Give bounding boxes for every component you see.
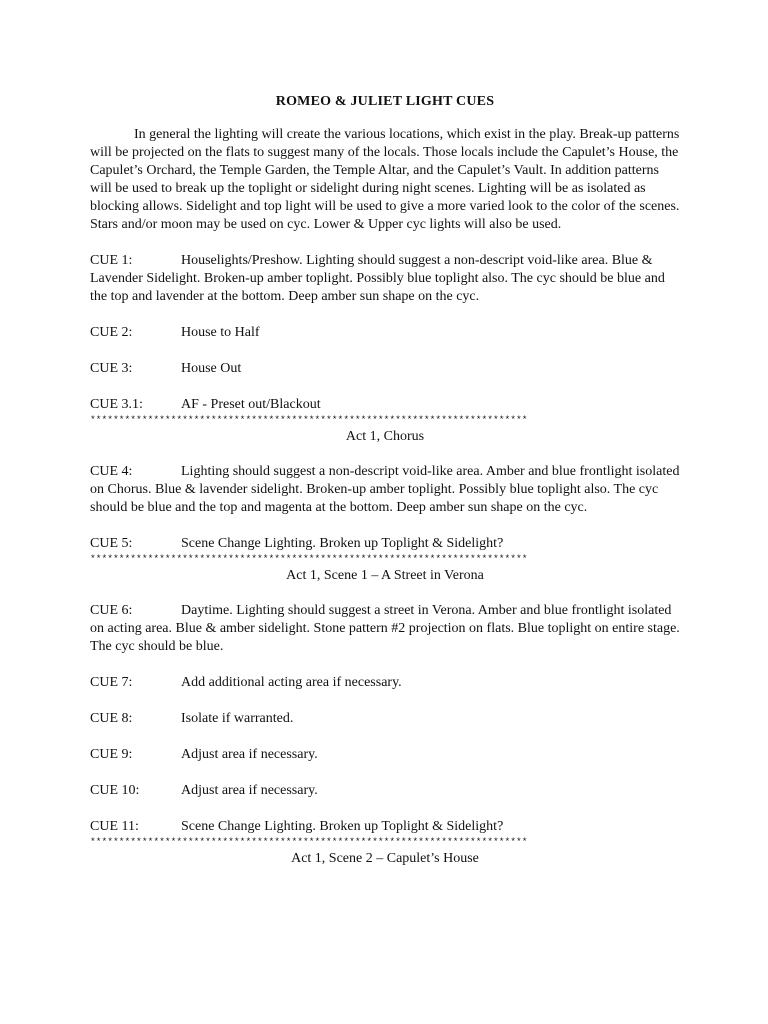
cue-4 [90, 463, 680, 517]
separator-line: **************************************************************************** [90, 414, 528, 425]
cue-text: Isolate if warranted. [181, 711, 294, 726]
cue-9 [90, 746, 680, 764]
cue-label: CUE 11: [90, 819, 139, 834]
cue-2 [90, 324, 680, 342]
cue-label: CUE 10: [90, 783, 140, 798]
intro-paragraph: In general the lighting will create the various locations, which exist in the play. Break-up patterns will be projected on the flats to suggest many of the locals. Those locals include the Capulet’s House, the Capulet’s Orchard, the Temple Garden, the Temple Altar, and the Capulet’s Vault. In addition patterns will be used to break up the toplight or sidelight during night scenes. Lighting will be as isolated as blocking allows. Sidelight and top light will be used to give a more varied look to the color of the scenes. Stars and/or moon may be used on cyc. Lower & Upper cyc lights will also be used. [90, 127, 680, 232]
cue-text: Scene Change Lighting. Broken up Toplight & Sidelight? [181, 536, 504, 551]
cue-text: Scene Change Lighting. Broken up Toplight & Sidelight? [181, 819, 504, 834]
scene-heading: Act 1, Scene 1 – A Street in Verona [286, 568, 484, 583]
scene-heading: Act 1, Scene 2 – Capulet’s House [291, 851, 479, 866]
cue-label: CUE 5: [90, 536, 133, 551]
cue-7 [90, 674, 680, 692]
cue-text: Lighting should suggest a non-descript void-like area. Amber and blue frontlight isolated on Chorus. Blue & lavender sidelight. Broken-up amber toplight. Possibly blue toplight also. The cyc should be blue and the top and magenta at the bottom. Deep amber sun shape on the cyc. [90, 464, 680, 515]
cue-8 [90, 710, 680, 728]
scene-heading: Act 1, Chorus [345, 429, 425, 444]
cue-label: CUE 6: [90, 603, 133, 618]
cue-label: CUE 9: [90, 747, 133, 762]
separator-line: **************************************************************************** [90, 836, 528, 847]
cue-label: CUE 8: [90, 711, 133, 726]
cue-1 [90, 252, 680, 306]
document-page [90, 93, 680, 885]
document-title: ROMEO & JULIET LIGHT CUES [275, 94, 495, 109]
cue-5 [90, 535, 680, 553]
cue-label: CUE 7: [90, 675, 133, 690]
cue-text: House Out [181, 361, 242, 376]
cue-text: Adjust area if necessary. [181, 783, 318, 798]
cue-6 [90, 602, 680, 656]
cue-3-1 [90, 396, 680, 414]
cue-label: CUE 1: [90, 253, 133, 268]
cue-label: CUE 3.1: [90, 397, 143, 412]
cue-text: Houselights/Preshow. Lighting should suggest a non-descript void-like area. Blue & Lavender Sidelight. Broken-up amber toplight. Possibly blue toplight also. The cyc should be blue and the top and lavender at the bottom. Deep amber sun shape on the cyc. [90, 253, 665, 304]
cue-label: CUE 3: [90, 361, 133, 376]
cue-text: AF - Preset out/Blackout [181, 397, 321, 412]
cue-11 [90, 818, 680, 836]
cue-10 [90, 782, 680, 800]
cue-text: Daytime. Lighting should suggest a street in Verona. Amber and blue frontlight isolated on acting area. Blue & amber sidelight. Stone pattern #2 projection on flats. Blue toplight on entire stage. The cyc should be blue. [90, 603, 680, 654]
cue-label: CUE 4: [90, 464, 133, 479]
separator-line: **************************************************************************** [90, 553, 528, 564]
cue-text: Adjust area if necessary. [181, 747, 318, 762]
cue-3 [90, 360, 680, 378]
cue-text: House to Half [181, 325, 260, 340]
cue-text: Add additional acting area if necessary. [181, 675, 402, 690]
cue-label: CUE 2: [90, 325, 133, 340]
